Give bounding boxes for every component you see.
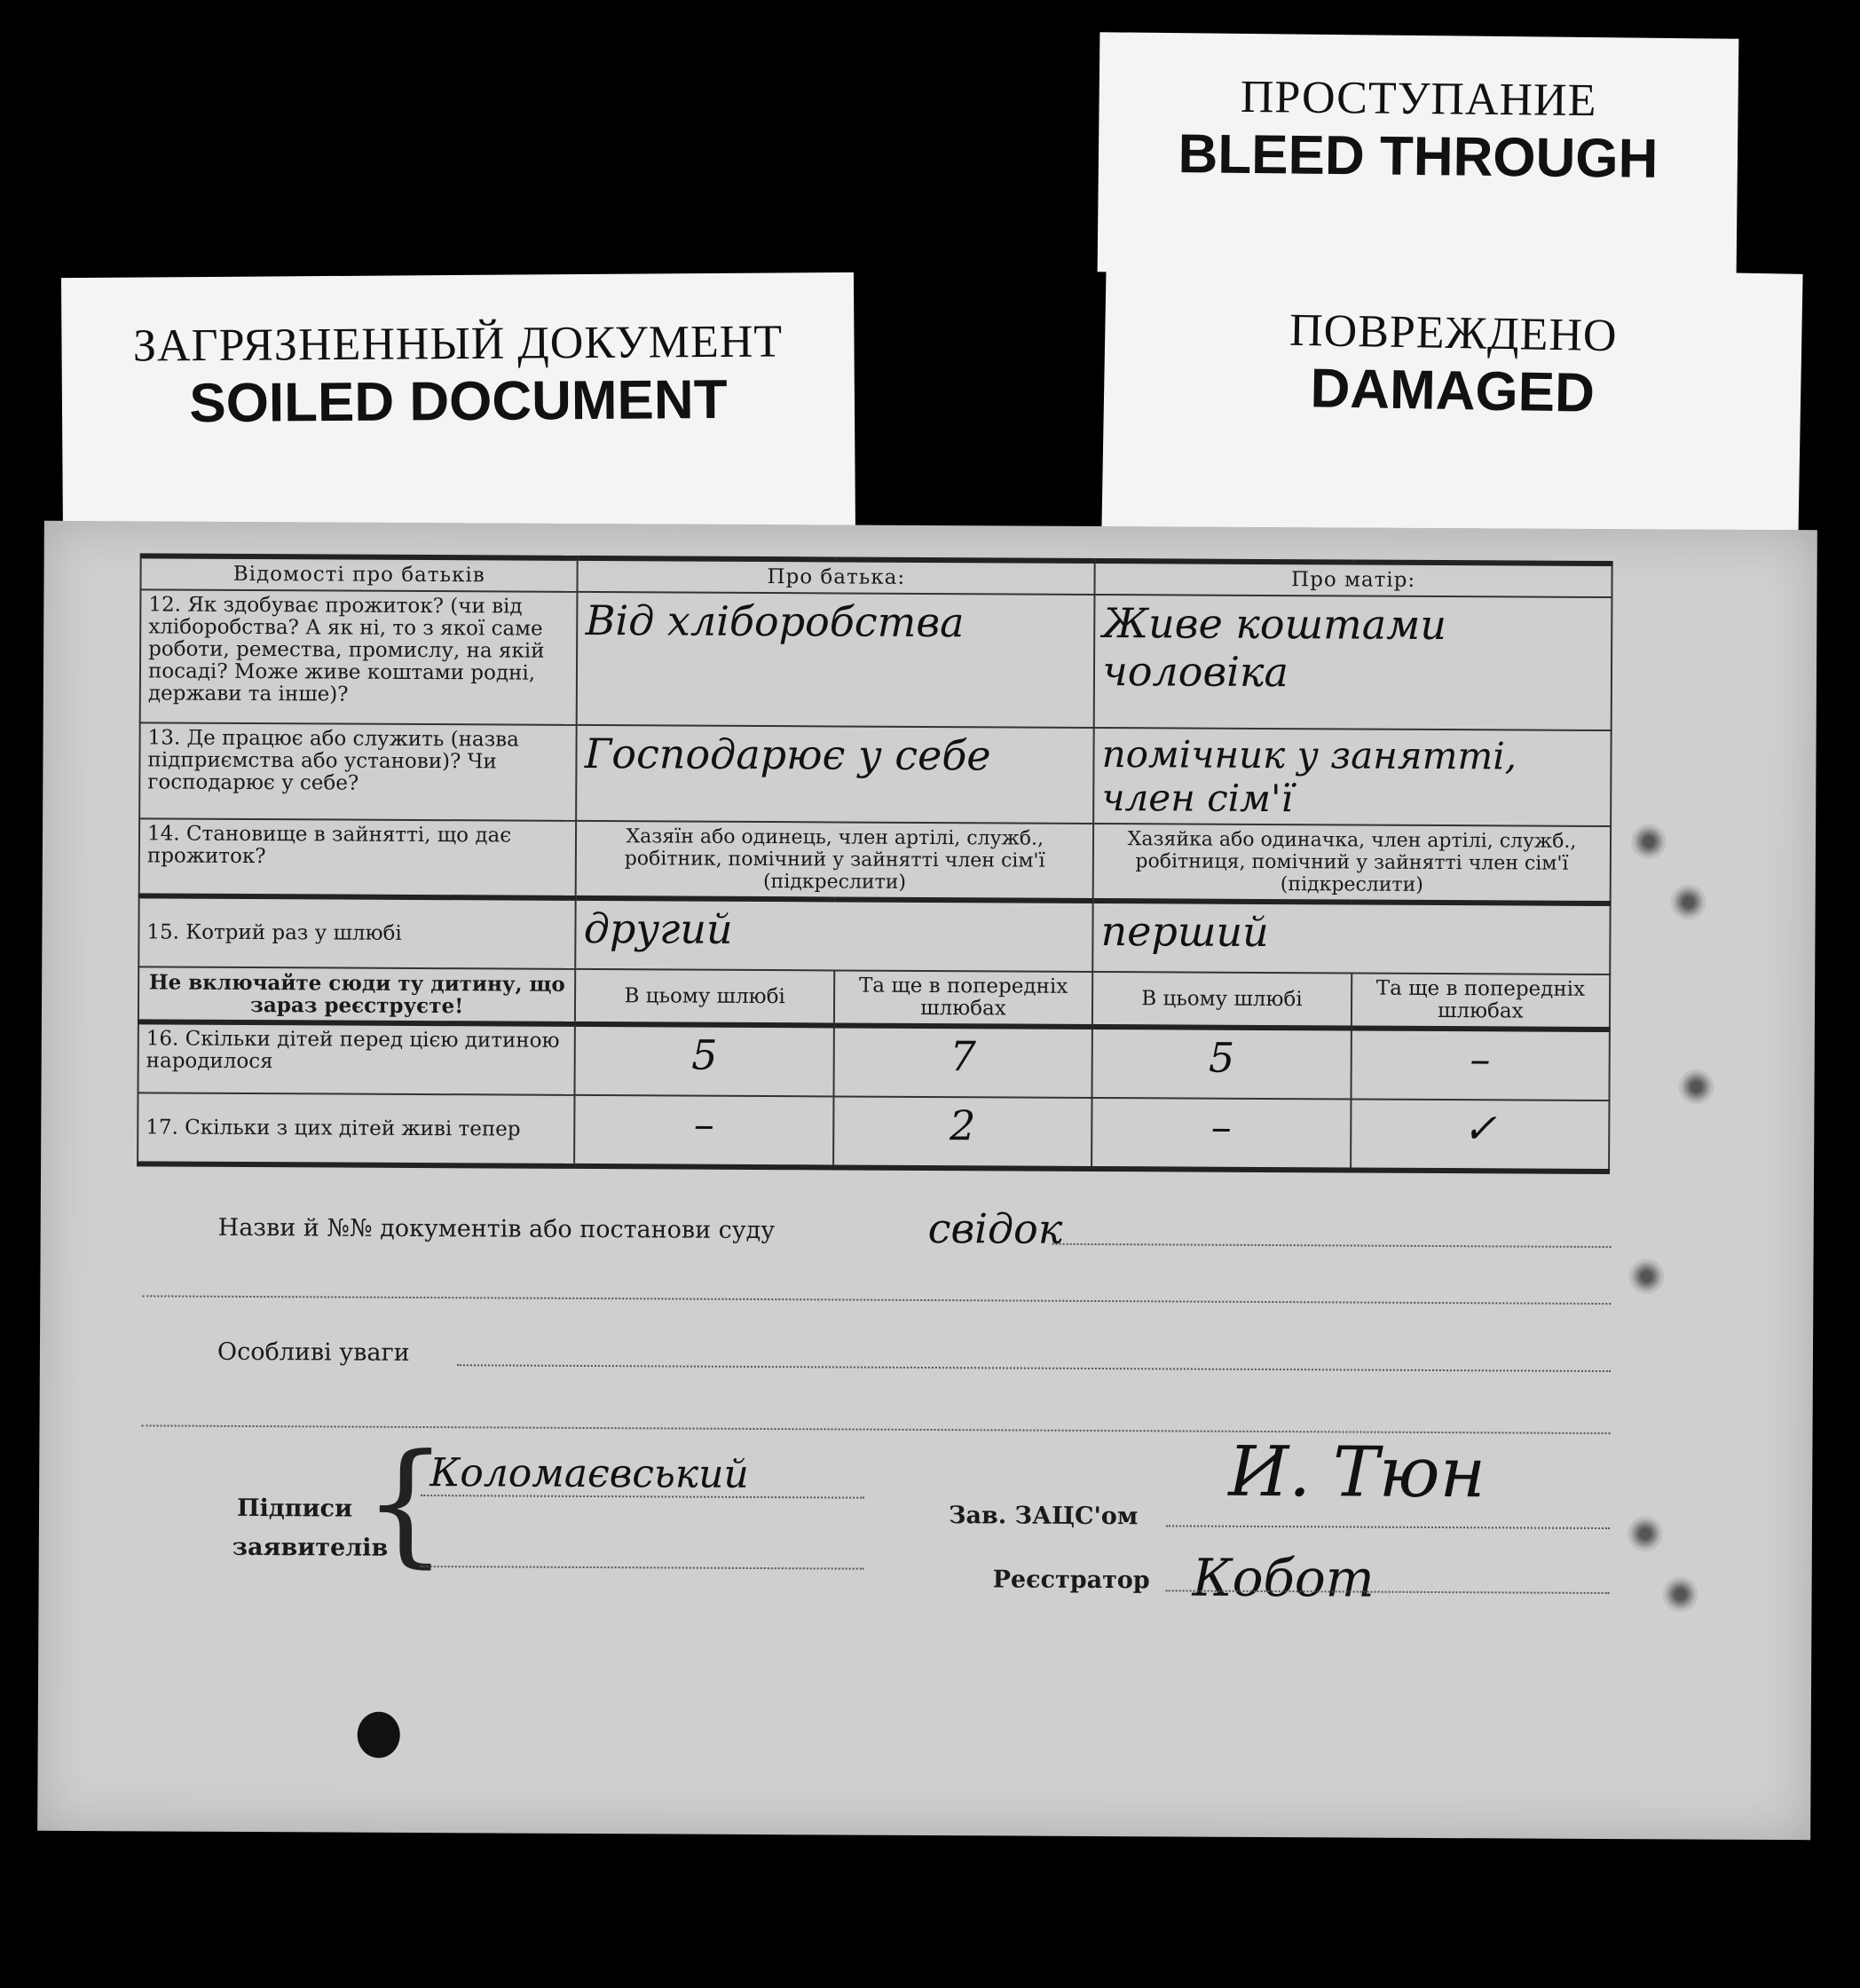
damaged-label-en: DAMAGED [1309,358,1596,424]
table-row-q13 [139,722,1612,826]
table-row-q17 [138,1093,1609,1172]
applicant-signature-line-2 [421,1566,864,1570]
signatures-brace: { [362,1425,448,1582]
damage-mark [1628,1516,1663,1551]
head-of-registry-signature: И. Тюн [1228,1432,1486,1514]
q13-mother-answer: помічник у занятті, член сім'ї [1093,728,1611,826]
applicant-signature: Коломаєвський [430,1450,749,1497]
q17-mother-prev: ✓ [1351,1099,1610,1172]
question-13-label: 13. Де працює або служить (назва підприємства або установи)? Чи господарює у себе? [139,722,577,821]
table-row-q14 [139,818,1611,903]
father-this-marriage-header: В цьому шлюбі [575,969,834,1026]
applicant-signature-line-1 [421,1495,864,1499]
q16-mother-this: 5 [1092,1027,1352,1100]
soiled-document-label-ru: ЗАГРЯЗНЕННЫЙ ДОКУМЕНТ [132,316,784,372]
bleed-through-label-ru: ПРОСТУПАНИЕ [1240,71,1597,127]
head-signature-line [1166,1525,1610,1529]
q14-mother-underline-note: (підкреслити) [1280,873,1423,896]
q14-father-options [576,821,1093,901]
header-about-mother: Про матір: [1095,561,1612,597]
documents-label: Назви й №№ документів або постанови суду [217,1213,776,1245]
punch-hole [358,1712,400,1758]
question-14-label: 14. Становище в зайнятті, що дає прожиток? [139,818,577,898]
q16-father-prev: 7 [833,1025,1092,1098]
damage-mark [1678,1069,1714,1104]
father-prev-marriages-header: Та ще в попередніх шлюбах [834,970,1093,1027]
parents-info-table [137,553,1613,1174]
table-row-subheader [138,966,1610,1030]
header-about-father: Про батька: [578,558,1095,595]
registrar-label: Реєстратор [992,1566,1150,1595]
table-row-q16 [138,1022,1610,1100]
remarks-dotted-line [457,1364,1611,1372]
q14-mother-options-text: Хазяйка або одиначка, член артілі, служб., робітниця, помічний у зайнятті член сім'ї [1127,828,1577,875]
q15-mother-answer: перший [1092,901,1610,974]
q13-father-answer: Господарює у себе [576,725,1093,824]
applicants-signatures-label-line2: заявителів [232,1533,389,1562]
mother-prev-marriages-header: Та ще в попередніх шлюбах [1351,973,1610,1030]
applicants-signatures-label-line1: Підписи [236,1494,353,1523]
q14-father-options-text: Хазяїн або одинець, член артілі, служб., робітник, помічний у зайнятті член сім'ї [624,825,1045,872]
q14-father-underline-note: (підкреслити) [762,871,907,894]
q14-mother-options [1093,824,1611,903]
documents-dotted-line-2 [142,1295,1611,1305]
question-12-label: 12. Як здобуває прожиток? (чи від хліборобства? А як ні, то з якої саме роботи, ремества, промислу, на якій посаді? Може живе коштами родні, держави та інше)? [140,589,578,725]
damaged-label-ru: ПОВРЕЖДЕНО [1289,304,1619,362]
q16-mother-prev: – [1351,1028,1610,1100]
table-row-q15 [138,895,1610,974]
question-16-label: 16. Скільки дітей перед цією дитиною народилося [138,1022,576,1095]
documents-dotted-line [1052,1243,1612,1248]
q17-father-prev: 2 [833,1096,1092,1169]
table-row-q12 [140,589,1612,730]
bleed-through-label-en: BLEED THROUGH [1178,123,1659,190]
damaged-label-card [1101,262,1802,540]
registration-form-sheet [37,521,1817,1840]
documents-value: свідок [927,1204,1063,1253]
registrar-signature: Кобот [1192,1547,1375,1609]
header-parents-info: Відомості про батьків [140,556,578,592]
soiled-document-label-en: SOILED DOCUMENT [189,368,728,435]
q16-father-this: 5 [575,1024,834,1097]
q15-father-answer: другий [576,898,1093,972]
q12-father-answer: Від хліборобства [577,592,1095,728]
question-17-label: 17. Скільки з цих дітей живі тепер [138,1093,575,1166]
exclude-child-note: Не включайте сюди ту дитину, що зараз реєструєте! [138,966,576,1024]
damage-mark [1631,824,1667,859]
damage-mark [1662,1576,1698,1612]
question-15-label: 15. Котрий раз у шлюбі [138,895,576,969]
damage-mark [1628,1258,1664,1294]
q17-mother-this: – [1092,1098,1351,1171]
applicants-signatures-label [232,1489,389,1568]
mother-this-marriage-header: В цьому шлюбі [1092,972,1352,1029]
bleed-through-label-card [1098,32,1739,279]
soiled-document-label-card [61,272,855,544]
head-of-registry-label: Зав. ЗАЦС'ом [948,1502,1139,1531]
remarks-label: Особливі уваги [217,1337,410,1367]
damage-mark [1671,884,1706,919]
q17-father-this: – [574,1095,833,1168]
q12-mother-answer: Живе коштами чоловіка [1094,595,1612,730]
